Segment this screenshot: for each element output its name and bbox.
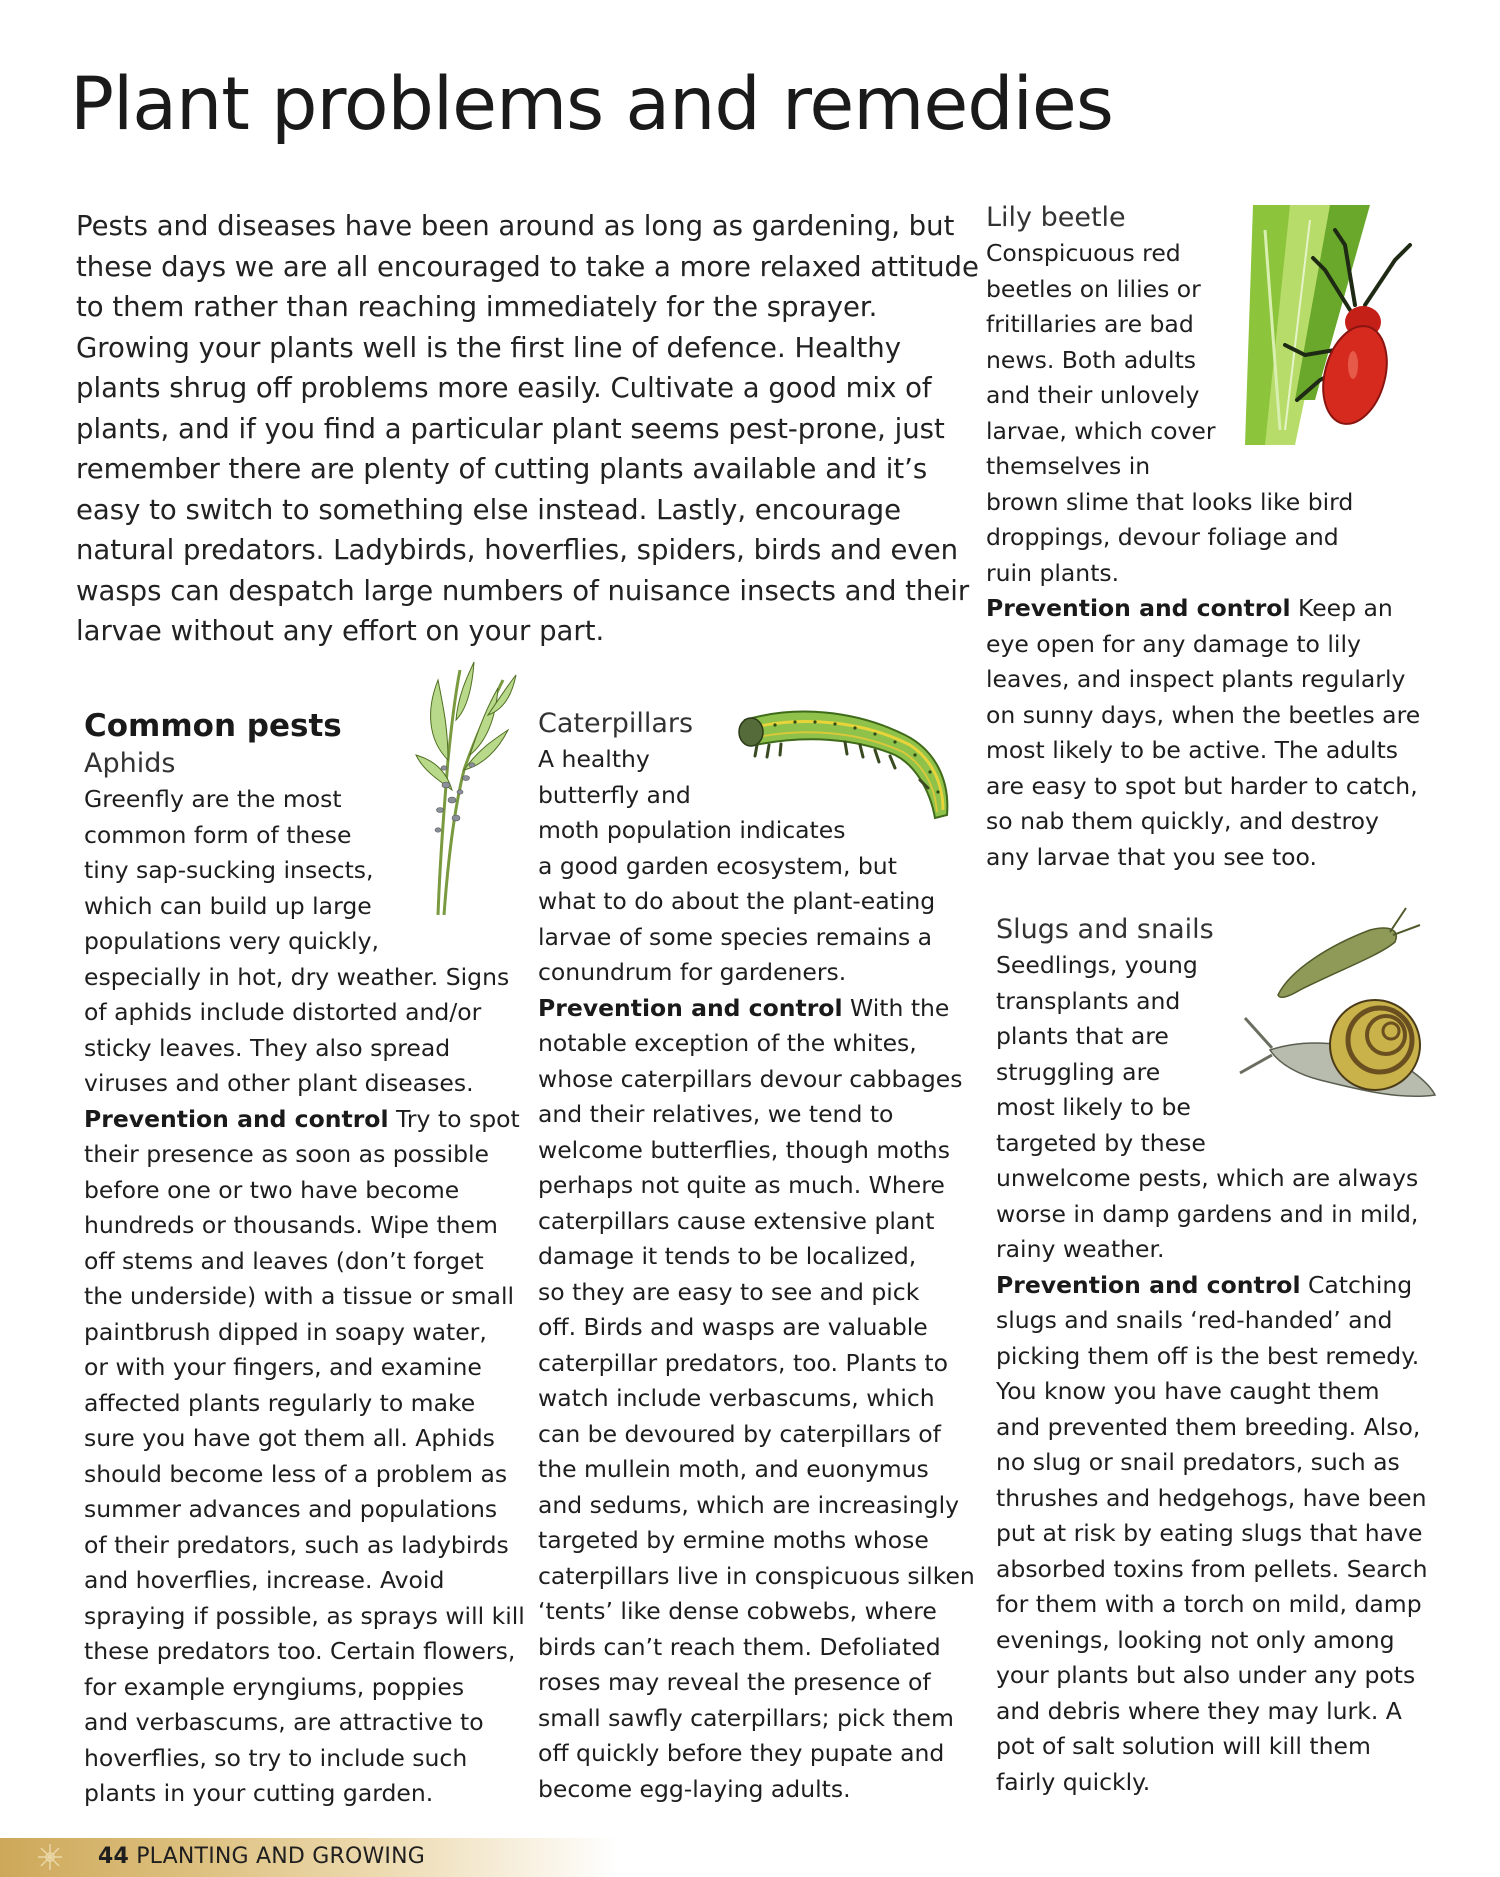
- text-line: should become less of a problem as: [84, 1459, 508, 1488]
- text-line: fritillaries are bad: [986, 310, 1194, 338]
- text-line: picking them off is the best remedy.: [996, 1341, 1420, 1370]
- page-number: 44: [98, 1844, 130, 1869]
- text-line: roses may reveal the presence of: [538, 1668, 931, 1696]
- text-line: most likely to be active. The adults: [986, 736, 1399, 764]
- page-title: Plant problems and remedies: [70, 62, 1113, 147]
- page-footer: [0, 1838, 620, 1877]
- text-line: conundrum for gardeners.: [538, 958, 847, 986]
- control-text: With the: [842, 993, 950, 1022]
- text-line: ruin plants.: [986, 558, 1120, 587]
- text-line: can be devoured by caterpillars of: [538, 1419, 941, 1448]
- text-line: become egg-laying adults.: [538, 1774, 851, 1803]
- prevention-control-label: Prevention and control: [996, 1270, 1301, 1299]
- text-line: beetles on lilies or: [986, 274, 1201, 303]
- intro-line: plants shrug off problems more easily. Cultivate a good mix of: [76, 372, 932, 404]
- text-line: for them with a torch on mild, damp: [996, 1590, 1422, 1618]
- slug-and-snail-illustration: [1210, 890, 1440, 1110]
- caterpillar-illustration: [735, 700, 960, 825]
- intro-line: easy to switch to something else instead. Lastly, encourage: [76, 493, 902, 526]
- intro-paragraph: [76, 206, 979, 652]
- caterpillars-control-first-line: [538, 991, 978, 1027]
- text-line: the mullein moth, and euonymus: [538, 1455, 929, 1483]
- text-line: targeted by these: [996, 1128, 1206, 1157]
- text-line: put at risk by eating slugs that have: [996, 1519, 1423, 1547]
- text-line: and debris where they may lurk. A: [996, 1696, 1402, 1725]
- pest-name-lily-beetle: Lily beetle: [986, 202, 1126, 233]
- text-line: droppings, devour foliage and: [986, 523, 1339, 551]
- text-line: evenings, looking not only among: [996, 1625, 1395, 1654]
- pest-name-slugs-and-snails: Slugs and snails: [996, 914, 1214, 945]
- text-line: caterpillar predators, too. Plants to: [538, 1348, 948, 1377]
- slugs-control-text: [996, 1303, 1446, 1800]
- text-line: the underside) with a tissue or small: [84, 1282, 514, 1310]
- text-line: no slug or snail predators, such as: [996, 1448, 1400, 1476]
- text-line: leaves, and inspect plants regularly: [986, 665, 1406, 693]
- text-line: and hoverflies, increase. Avoid: [84, 1566, 445, 1594]
- text-line: these predators too. Certain flowers,: [84, 1637, 516, 1665]
- aphids-on-stem-illustration: [408, 660, 518, 915]
- text-line: and their relatives, we tend to: [538, 1100, 894, 1128]
- flower-decoration-icon: [30, 1840, 70, 1874]
- text-line: or with your fingers, and examine: [84, 1353, 482, 1381]
- text-line: hoverflies, so try to include such: [84, 1743, 468, 1772]
- text-line: and their unlovely: [986, 381, 1200, 409]
- control-text: Try to spot: [388, 1104, 520, 1133]
- intro-line: these days we are all encouraged to take a more relaxed attitude: [76, 250, 979, 283]
- text-line: transplants and: [996, 986, 1181, 1015]
- aphids-control-first-line: [84, 1102, 520, 1138]
- text-line: caterpillars cause extensive plant: [538, 1206, 935, 1235]
- text-line: targeted by ermine moths whose: [538, 1526, 929, 1554]
- text-line: plants in your cutting garden.: [84, 1779, 434, 1807]
- text-line: their presence as soon as possible: [84, 1140, 489, 1168]
- text-line: especially in hot, dry weather. Signs: [84, 962, 510, 991]
- text-line: common form of these: [84, 820, 352, 849]
- text-line: sticky leaves. They also spread: [84, 1033, 451, 1062]
- text-line: damage it tends to be localized,: [538, 1242, 917, 1270]
- section-heading-common-pests: Common pests: [84, 708, 342, 744]
- text-line: absorbed toxins from pellets. Search: [996, 1554, 1428, 1583]
- text-line: watch include verbascums, which: [538, 1384, 935, 1412]
- text-line: sure you have got them all. Aphids: [84, 1424, 495, 1452]
- lily-beetle-control-first-line: [986, 591, 1426, 627]
- text-line: off. Birds and wasps are valuable: [538, 1313, 928, 1341]
- text-line: small sawfly caterpillars; pick them: [538, 1703, 954, 1732]
- lily-beetle-illustration: [1235, 200, 1415, 450]
- text-line: summer advances and populations: [84, 1495, 498, 1523]
- text-line: perhaps not quite as much. Where: [538, 1171, 945, 1199]
- text-line: of their predators, such as ladybirds: [84, 1530, 509, 1559]
- text-line: before one or two have become: [84, 1175, 460, 1204]
- text-line: and verbascums, are attractive to: [84, 1708, 484, 1736]
- text-line: plants that are: [996, 1022, 1169, 1050]
- text-line: so nab them quickly, and destroy: [986, 807, 1379, 835]
- text-line: spraying if possible, as sprays will kill: [84, 1601, 525, 1630]
- text-line: and sedums, which are increasingly: [538, 1490, 960, 1519]
- intro-line: remember there are plenty of cutting plants available and it’s: [76, 453, 928, 485]
- text-line: whose caterpillars devour cabbages: [538, 1064, 963, 1093]
- text-line: Seedlings, young: [996, 951, 1198, 979]
- text-line: Conspicuous red: [986, 239, 1181, 267]
- text-line: any larvae that you see too.: [986, 842, 1317, 871]
- text-line: birds can’t reach them. Defoliated: [538, 1632, 941, 1661]
- intro-line: to them rather than reaching immediately for the sprayer.: [76, 291, 878, 323]
- text-line: welcome butterflies, though moths: [538, 1135, 950, 1164]
- caterpillars-control-text: [538, 1026, 978, 1807]
- text-line: eye open for any damage to lily: [986, 629, 1361, 658]
- text-line: fairly quickly.: [996, 1767, 1151, 1796]
- footer-label: [98, 1844, 425, 1869]
- text-line: are easy to spot but harder to catch,: [986, 771, 1418, 800]
- text-line: brown slime that looks like bird: [986, 487, 1354, 516]
- text-line: slugs and snails ‘red-handed’ and: [996, 1306, 1393, 1334]
- text-line: populations very quickly,: [84, 927, 379, 955]
- text-line: most likely to be: [996, 1093, 1191, 1121]
- text-line: a good garden ecosystem, but: [538, 851, 897, 880]
- text-line: your plants but also under any pots: [996, 1661, 1416, 1689]
- prevention-control-label: Prevention and control: [84, 1104, 389, 1133]
- text-line: butterfly and: [538, 780, 691, 809]
- text-line: worse in damp gardens and in mild,: [996, 1199, 1419, 1228]
- text-line: ‘tents’ like dense cobwebs, where: [538, 1597, 937, 1625]
- text-line: news. Both adults: [986, 345, 1197, 374]
- text-line: notable exception of the whites,: [538, 1029, 917, 1057]
- pest-name-aphids: Aphids: [84, 748, 176, 779]
- text-line: on sunny days, when the beetles are: [986, 700, 1421, 729]
- footer-section: PLANTING AND GROWING: [136, 1844, 426, 1869]
- prevention-control-label: Prevention and control: [986, 594, 1291, 622]
- text-line: for example eryngiums, poppies: [84, 1672, 465, 1701]
- text-line: thrushes and hedgehogs, have been: [996, 1483, 1427, 1512]
- aphids-control-text: [84, 1137, 525, 1812]
- text-line: struggling are: [996, 1057, 1161, 1086]
- text-line: You know you have caught them: [996, 1377, 1380, 1405]
- control-text: Keep an: [1290, 594, 1393, 622]
- text-line: Greenfly are the most: [84, 785, 342, 813]
- text-line: pot of salt solution will kill them: [996, 1732, 1371, 1760]
- text-line: caterpillars live in conspicuous silken: [538, 1561, 975, 1590]
- intro-line: wasps can despatch large numbers of nuisance insects and their: [76, 574, 970, 607]
- caterpillars-section: [538, 706, 978, 1807]
- text-line: what to do about the plant-eating: [538, 887, 936, 915]
- text-line: viruses and other plant diseases.: [84, 1069, 474, 1097]
- text-line: larvae, which cover: [986, 416, 1216, 445]
- intro-line: larvae without any effort on your part.: [76, 615, 605, 647]
- text-line: rainy weather.: [996, 1235, 1165, 1263]
- text-line: affected plants regularly to make: [84, 1388, 476, 1417]
- text-line: themselves in: [986, 452, 1151, 480]
- text-line: A healthy: [538, 745, 650, 773]
- text-line: off quickly before they pupate and: [538, 1739, 945, 1767]
- text-line: larvae of some species remains a: [538, 922, 933, 951]
- text-line: which can build up large: [84, 891, 372, 920]
- prevention-control-label: Prevention and control: [538, 993, 843, 1022]
- slugs-control-first-line: [996, 1268, 1446, 1304]
- text-line: and prevented them breeding. Also,: [996, 1412, 1421, 1441]
- lily-beetle-control-text: [986, 627, 1426, 876]
- text-line: of aphids include distorted and/or: [84, 998, 482, 1026]
- text-line: unwelcome pests, which are always: [996, 1164, 1419, 1192]
- control-text: Catching: [1300, 1270, 1413, 1299]
- intro-line: natural predators. Ladybirds, hoverflies, spiders, birds and even: [76, 534, 959, 566]
- text-line: so they are easy to see and pick: [538, 1277, 920, 1306]
- text-line: paintbrush dipped in soapy water,: [84, 1317, 487, 1346]
- intro-line: Growing your plants well is the first line of defence. Healthy: [76, 331, 902, 364]
- text-line: off stems and leaves (don’t forget: [84, 1246, 484, 1275]
- text-line: tiny sap-sucking insects,: [84, 856, 374, 884]
- pest-name-caterpillars: Caterpillars: [538, 708, 694, 739]
- intro-line: plants, and if you find a particular plant seems pest-prone, just: [76, 412, 945, 445]
- text-line: hundreds or thousands. Wipe them: [84, 1211, 498, 1239]
- text-line: moth population indicates: [538, 816, 846, 844]
- intro-line: Pests and diseases have been around as long as gardening, but: [76, 210, 955, 242]
